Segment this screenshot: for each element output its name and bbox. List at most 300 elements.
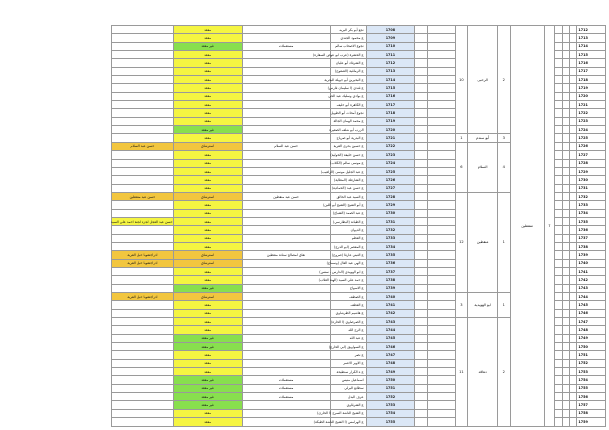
blank-cell — [562, 142, 569, 150]
row-number-cell: 1749 — [577, 334, 606, 342]
group-area-cell: ابو الهويدية — [468, 293, 498, 318]
blank-cell — [555, 201, 562, 209]
row-number-cell: 1730 — [577, 176, 606, 184]
row-number-cell: 1724 — [577, 126, 606, 134]
blank-cell — [555, 92, 562, 100]
name-cell: ع الشيخ الناشة السرح (ا الحارى) — [330, 409, 366, 417]
blank-cell — [569, 226, 576, 234]
name-cell: ع الرماقية (الصفوح) — [330, 67, 366, 75]
group-number-cell: 10 — [455, 26, 468, 134]
record-number-cell: 1753 — [366, 401, 415, 409]
blank-cell — [555, 418, 562, 426]
blank-cell — [562, 251, 569, 259]
table-body — [23, 26, 606, 427]
name-cell: ع التبني عارفا (صروح) — [330, 251, 366, 259]
blank-cell — [428, 209, 456, 217]
row-number-cell: 1725 — [577, 134, 606, 142]
name-cell: ع الطبانة (البطارسي) — [330, 217, 366, 225]
blank-cell — [569, 192, 576, 200]
name-cell: ع الرح الله — [330, 326, 366, 334]
blank-cell — [428, 126, 456, 134]
blank-cell — [415, 343, 428, 351]
blank-cell — [555, 293, 562, 301]
district-number-cell: 7 — [544, 26, 555, 427]
extra-cell — [242, 151, 330, 159]
blank-cell — [562, 201, 569, 209]
blank-cell — [428, 117, 456, 125]
name-cell: ع حمد علي السيد (الهبة الغلاب) — [330, 276, 366, 284]
name-cell: ع حسين بحرى القرية — [330, 142, 366, 150]
blank-cell — [562, 192, 569, 200]
blank-cell — [555, 192, 562, 200]
blank-cell — [428, 184, 456, 192]
blank-cell — [415, 84, 428, 92]
note-cell — [112, 359, 173, 367]
blank-cell — [555, 242, 562, 250]
name-cell: ع الشرفاء أبو عليان — [330, 59, 366, 67]
status-cell: معقد — [173, 51, 242, 59]
note-cell — [112, 159, 173, 167]
blank-cell — [569, 201, 576, 209]
extra-cell — [242, 351, 330, 359]
blank-cell — [555, 343, 562, 351]
blank-cell — [428, 34, 456, 42]
blank-cell — [415, 301, 428, 309]
note-cell — [112, 34, 173, 42]
extra-cell — [242, 343, 330, 351]
status-cell: معقد — [173, 117, 242, 125]
record-number-cell: 1754 — [366, 409, 415, 417]
note-cell — [112, 42, 173, 50]
name-cell: ع حسن خليفة (الخولية) — [330, 151, 366, 159]
name-cell: ع قندي (ا سليمان فارس) — [330, 84, 366, 92]
blank-cell — [569, 401, 576, 409]
extra-cell — [242, 217, 330, 225]
blank-cell — [415, 126, 428, 134]
blank-cell — [555, 134, 562, 142]
note-cell — [112, 84, 173, 92]
name-cell: ع العطف — [330, 301, 366, 309]
blank-cell — [569, 343, 576, 351]
status-cell: غير معقد — [173, 384, 242, 392]
blank-cell — [428, 309, 456, 317]
blank-cell — [562, 309, 569, 317]
blank-cell — [569, 393, 576, 401]
blank-cell — [428, 368, 456, 376]
blank-cell — [428, 159, 456, 167]
name-cell: ع السيد عبد الخالق — [330, 192, 366, 200]
status-cell: معقد — [173, 159, 242, 167]
blank-cell — [562, 284, 569, 292]
blank-cell — [428, 318, 456, 326]
blank-cell — [569, 326, 576, 334]
blank-cell — [415, 334, 428, 342]
extra-cell — [242, 134, 330, 142]
blank-cell — [569, 384, 576, 392]
name-cell: ع عبد الصمد (الشباح) — [330, 209, 366, 217]
blank-cell — [415, 201, 428, 209]
blank-cell — [428, 26, 456, 34]
record-number-cell: 1713 — [366, 67, 415, 75]
row-number-cell: 1723 — [577, 117, 606, 125]
blank-cell — [569, 76, 576, 84]
blank-cell — [415, 393, 428, 401]
blank-cell — [428, 251, 456, 259]
row-number-cell: 1755 — [577, 384, 606, 392]
status-cell: غير معقد — [173, 284, 242, 292]
note-cell — [112, 276, 173, 284]
note-cell — [112, 384, 173, 392]
row-number-cell: 1751 — [577, 351, 606, 359]
group-count-cell: 2 — [497, 26, 510, 134]
blank-cell — [555, 409, 562, 417]
name-cell: ع الحشرة (عرب ابو عوض السقارة) — [330, 51, 366, 59]
status-cell: معقد — [173, 134, 242, 142]
blank-cell — [555, 151, 562, 159]
blank-cell — [569, 126, 576, 134]
note-cell — [112, 109, 173, 117]
blank-cell — [562, 42, 569, 50]
row-number-cell: 1729 — [577, 167, 606, 175]
note-cell — [112, 267, 173, 275]
group-number-cell: 11 — [455, 318, 468, 426]
row-number-cell: 1759 — [577, 418, 606, 426]
status-cell: معقد — [173, 176, 242, 184]
extra-cell — [242, 276, 330, 284]
record-number-cell: 1716 — [366, 92, 415, 100]
blank-cell — [428, 92, 456, 100]
blank-cell — [415, 42, 428, 50]
row-number-cell: 1754 — [577, 376, 606, 384]
status-cell: معقد — [173, 276, 242, 284]
status-cell: معقد — [173, 34, 242, 42]
extra-cell — [242, 76, 330, 84]
blank-cell — [555, 42, 562, 50]
record-number-cell: 1715 — [366, 84, 415, 92]
blank-cell — [428, 234, 456, 242]
blank-cell — [562, 151, 569, 159]
record-number-cell: 1747 — [366, 351, 415, 359]
record-number-cell: 1728 — [366, 192, 415, 200]
extra-cell: مستعملات — [242, 393, 330, 401]
blank-cell — [428, 201, 456, 209]
blank-cell — [562, 209, 569, 217]
row-number-cell: 1758 — [577, 409, 606, 417]
note-cell — [112, 334, 173, 342]
blank-cell — [415, 234, 428, 242]
blank-cell — [562, 401, 569, 409]
status-cell: معقد — [173, 242, 242, 250]
blank-cell — [569, 26, 576, 34]
table-row — [23, 26, 606, 34]
name-cell: ع بوادي وسليك عبد الحي — [330, 92, 366, 100]
blank-cell — [415, 151, 428, 159]
name-cell: ع الاسواح — [330, 284, 366, 292]
record-number-cell: 1717 — [366, 101, 415, 109]
status-cell: معقد — [173, 217, 242, 225]
blank-cell — [428, 409, 456, 417]
blank-cell — [562, 418, 569, 426]
row-number-cell: 1720 — [577, 92, 606, 100]
note-cell — [112, 242, 173, 250]
blank-cell — [428, 226, 456, 234]
blank-cell — [555, 84, 562, 92]
blank-cell — [415, 242, 428, 250]
extra-cell — [242, 267, 330, 275]
extra-cell: نقاق لمصالح سنانة منقطين — [242, 251, 330, 259]
blank-cell — [555, 351, 562, 359]
blank-cell — [555, 101, 562, 109]
blank-cell — [428, 242, 456, 250]
name-cell: عرف البدل — [330, 393, 366, 401]
district-name-cell: منقطين — [510, 26, 544, 427]
record-number-cell: 1742 — [366, 309, 415, 317]
record-number-cell: 1719 — [366, 117, 415, 125]
status-cell: معقد — [173, 309, 242, 317]
row-number-cell: 1726 — [577, 142, 606, 150]
blank-cell — [569, 59, 576, 67]
blank-cell — [569, 67, 576, 75]
blank-cell — [569, 159, 576, 167]
note-cell — [112, 226, 173, 234]
extra-cell — [242, 226, 330, 234]
blank-cell — [415, 368, 428, 376]
blank-cell — [415, 117, 428, 125]
row-number-cell: 1728 — [577, 159, 606, 167]
status-cell: معقد — [173, 267, 242, 275]
blank-cell — [569, 301, 576, 309]
blank-cell — [562, 59, 569, 67]
blank-cell — [415, 351, 428, 359]
name-cell: ع البحيرين أبو جويلة البحرية — [330, 76, 366, 84]
blank-cell — [415, 267, 428, 275]
extra-cell — [242, 368, 330, 376]
blank-cell — [569, 34, 576, 42]
extra-cell — [242, 234, 330, 242]
note-cell — [112, 284, 173, 292]
blank-cell — [555, 326, 562, 334]
extra-cell — [242, 184, 330, 192]
row-number-cell: 1741 — [577, 267, 606, 275]
group-count-cell: 1 — [497, 293, 510, 318]
blank-cell — [428, 326, 456, 334]
note-cell — [112, 51, 173, 59]
row-number-cell: 1714 — [577, 42, 606, 50]
blank-cell — [555, 67, 562, 75]
blank-cell — [428, 418, 456, 426]
row-number-cell: 1748 — [577, 326, 606, 334]
record-number-cell: 1732 — [366, 226, 415, 234]
blank-cell — [415, 67, 428, 75]
group-area-cell: السلام — [468, 142, 498, 192]
blank-cell — [415, 401, 428, 409]
blank-cell — [555, 51, 562, 59]
note-cell — [112, 101, 173, 109]
status-cell: معقد — [173, 26, 242, 34]
row-number-cell: 1735 — [577, 217, 606, 225]
blank-cell — [569, 409, 576, 417]
blank-cell — [415, 259, 428, 267]
status-cell: معقد — [173, 59, 242, 67]
group-number-cell: 3 — [455, 293, 468, 318]
status-cell: استرشاق — [173, 142, 242, 150]
blank-cell — [555, 159, 562, 167]
extra-cell — [242, 101, 330, 109]
name-cell: ع موسى سالم (الكلاب) — [330, 159, 366, 167]
blank-cell — [562, 76, 569, 84]
blank-cell — [569, 109, 576, 117]
name-cell: ع الديوان — [330, 226, 366, 234]
row-number-cell: 1745 — [577, 301, 606, 309]
blank-cell — [555, 384, 562, 392]
record-number-cell: 1726 — [366, 176, 415, 184]
record-number-cell: 1737 — [366, 267, 415, 275]
row-number-cell: 1746 — [577, 309, 606, 317]
blank-cell — [562, 84, 569, 92]
blank-cell — [428, 351, 456, 359]
name-cell: ع الصرصاوي (ا الحارة) — [330, 318, 366, 326]
status-cell: غير معقد — [173, 334, 242, 342]
extra-cell — [242, 59, 330, 67]
blank-cell — [569, 309, 576, 317]
name-cell: ع ابو الهويدي (الدارس - سنس) — [330, 267, 366, 275]
status-cell: معقد — [173, 209, 242, 217]
blank-cell — [569, 376, 576, 384]
row-number-cell: 1712 — [577, 26, 606, 34]
blank-cell — [555, 393, 562, 401]
name-cell: ع الهرامس (ا الشيخ الناشة الطبكة) — [330, 418, 366, 426]
record-number-cell: 1718 — [366, 109, 415, 117]
status-cell: معقد — [173, 109, 242, 117]
name-cell: ع محمد الهمان الجالة — [330, 117, 366, 125]
blank-cell — [415, 26, 428, 34]
group-area-cell: منقطين — [468, 192, 498, 292]
note-cell — [112, 134, 173, 142]
name-cell: نجوع الاصحاب سالم — [330, 42, 366, 50]
record-number-cell: 1746 — [366, 343, 415, 351]
row-number-cell: 1734 — [577, 209, 606, 217]
note-cell — [112, 418, 173, 426]
blank-cell — [569, 151, 576, 159]
blank-cell — [562, 134, 569, 142]
row-number-cell: 1716 — [577, 59, 606, 67]
record-number-cell: 1749 — [366, 368, 415, 376]
note-cell — [112, 326, 173, 334]
blank-cell — [562, 343, 569, 351]
blank-cell — [555, 376, 562, 384]
status-cell: معقد — [173, 167, 242, 175]
blank-cell — [428, 42, 456, 50]
blank-cell — [562, 242, 569, 250]
group-number-cell: 6 — [455, 142, 468, 192]
blank-cell — [562, 318, 569, 326]
note-cell: ادراجشوبا حبل القرية — [112, 293, 173, 301]
blank-cell — [415, 293, 428, 301]
blank-cell — [562, 176, 569, 184]
blank-cell — [415, 167, 428, 175]
blank-cell — [415, 192, 428, 200]
spreadsheet — [22, 25, 606, 425]
extra-cell — [242, 167, 330, 175]
blank-cell — [562, 326, 569, 334]
data-table — [22, 25, 606, 427]
blank-cell — [555, 251, 562, 259]
note-cell — [112, 318, 173, 326]
blank-cell — [428, 343, 456, 351]
record-number-cell: 1720 — [366, 126, 415, 134]
blank-cell — [415, 418, 428, 426]
extra-cell — [242, 326, 330, 334]
blank-cell — [428, 293, 456, 301]
extra-cell — [242, 34, 330, 42]
blank-cell — [562, 234, 569, 242]
note-cell — [112, 176, 173, 184]
name-cell: ع الهي عبد العال (وسماح) — [330, 259, 366, 267]
record-number-cell: 1709 — [366, 34, 415, 42]
note-cell — [112, 126, 173, 134]
extra-cell — [242, 117, 330, 125]
row-number-cell: 1753 — [577, 368, 606, 376]
record-number-cell: 1711 — [366, 51, 415, 59]
blank-cell — [562, 259, 569, 267]
blank-cell — [428, 76, 456, 84]
blank-cell — [415, 184, 428, 192]
blank-cell — [415, 318, 428, 326]
group-count-cell: 3 — [497, 134, 510, 142]
blank-cell — [415, 326, 428, 334]
status-cell: معقد — [173, 201, 242, 209]
row-number-cell: 1736 — [577, 226, 606, 234]
blank-cell — [428, 192, 456, 200]
blank-cell — [562, 409, 569, 417]
name-cell: ع نصر — [330, 351, 366, 359]
name-cell: ع المعصر (ابو الدرج) — [330, 242, 366, 250]
extra-cell — [242, 284, 330, 292]
blank-cell — [569, 42, 576, 50]
note-cell — [112, 393, 173, 401]
record-number-cell: 1741 — [366, 301, 415, 309]
record-number-cell: 1748 — [366, 359, 415, 367]
record-number-cell: 1752 — [366, 393, 415, 401]
status-cell: معقد — [173, 151, 242, 159]
blank-cell — [569, 134, 576, 142]
blank-cell — [562, 117, 569, 125]
status-cell: معقد — [173, 318, 242, 326]
row-number-cell: 1732 — [577, 192, 606, 200]
name-cell: نجوع أمحات أبو الطويل — [330, 109, 366, 117]
blank-cell — [562, 301, 569, 309]
record-number-cell: 1708 — [366, 26, 415, 34]
record-number-cell: 1721 — [366, 134, 415, 142]
blank-cell — [569, 284, 576, 292]
status-cell: معقد — [173, 234, 242, 242]
blank-cell — [562, 51, 569, 59]
blank-cell — [555, 184, 562, 192]
extra-cell — [242, 209, 330, 217]
blank-cell — [562, 293, 569, 301]
blank-cell — [428, 359, 456, 367]
blank-cell — [428, 101, 456, 109]
extra-cell — [242, 259, 330, 267]
status-cell: معقد — [173, 184, 242, 192]
row-number-cell: 1738 — [577, 242, 606, 250]
status-cell: غير معقد — [173, 376, 242, 384]
row-number-cell: 1742 — [577, 276, 606, 284]
blank-cell — [562, 184, 569, 192]
note-cell — [112, 401, 173, 409]
blank-cell — [415, 176, 428, 184]
group-area-cell: الرحبى — [468, 26, 498, 134]
